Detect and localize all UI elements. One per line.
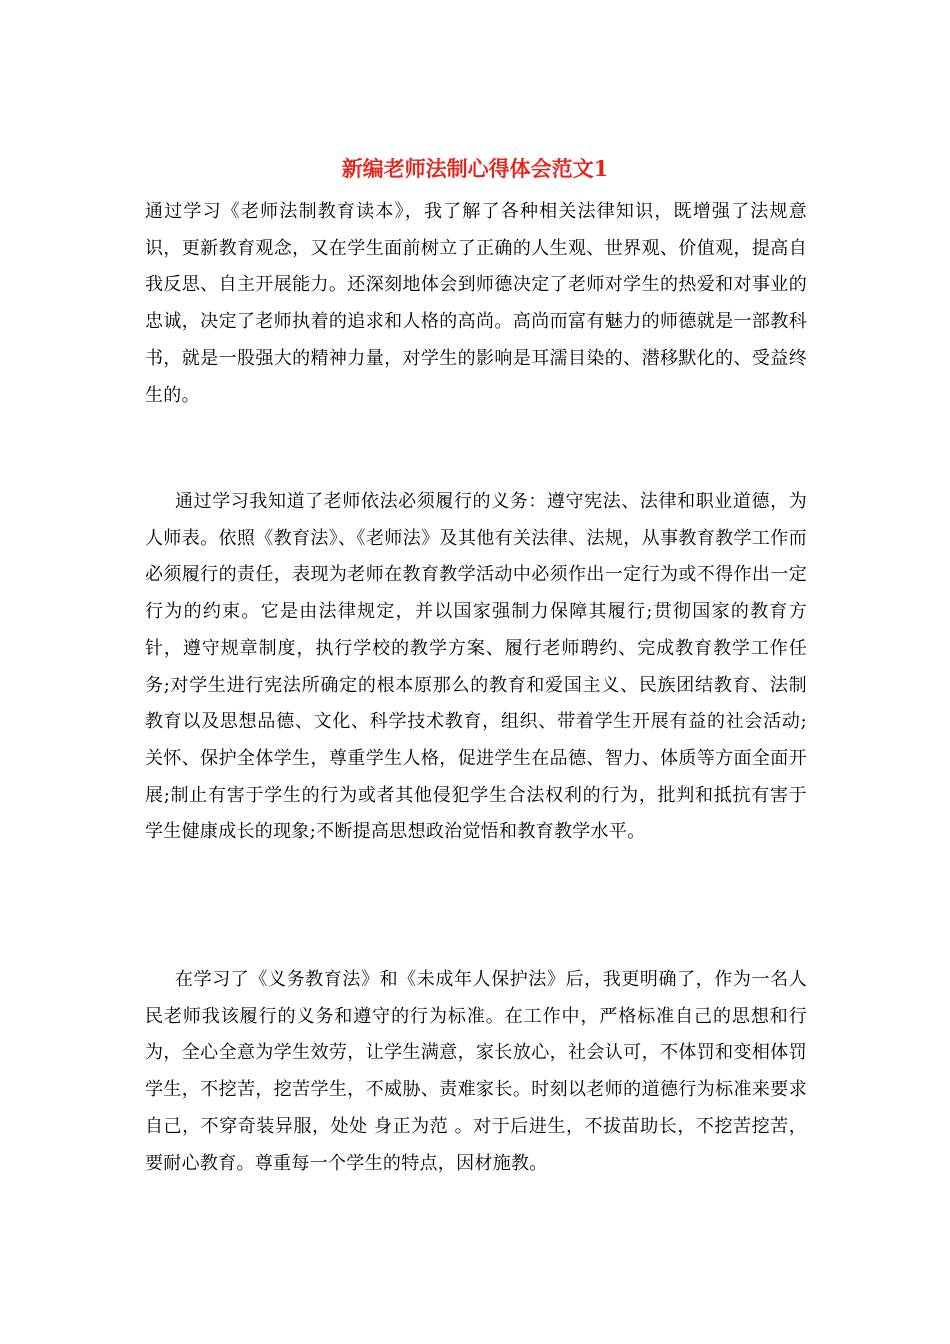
paragraph-2: 通过学习我知道了老师依法必须履行的义务：遵守宪法、法律和职业道德，为人师表。依照《教育法》、《老师法》及其他有关法律、法规，从事教育教学工作而必须履行的责任，表现为老师在教育教学活动中必须作出一定行为或不得作出一定行为的约束。它是由法律规定，并以国家强制力保障其履行;贯彻国家的教育方针，遵守规章制度，执行学校的教学方案、履行老师聘约、完成教育教学工作任务;对学生进行宪法所确定的根本原那么的教育和爱国主义、民族团结教育、法制教育以及思想品德、文化、科学技术教育，组织、带着学生开展有益的社会活动;关怀、保护全体学生，尊重学生人格，促进学生在品德、智力、体质等方面全面开展;制止有害于学生的行为或者其他侵犯学生合法权利的行为，批判和抵抗有害于学生健康成长的现象;不断提高思想政治觉悟和教育教学水平。 [145, 491, 807, 843]
paragraph-1: 通过学习《老师法制教育读本》，我了解了各种相关法律知识，既增强了法规意识，更新教育观念，又在学生面前树立了正确的人生观、世界观、价值观，提高自我反思、自主开展能力。还深刻地体会到师德决定了老师对学生的热爱和对事业的忠诚，决定了老师执着的追求和人格的高尚。高尚而富有魅力的师德就是一部教科书，就是一股强大的精神力量，对学生的影响是耳濡目染的、潜移默化的、受益终生的。 [145, 201, 807, 406]
paragraph-3: 在学习了《义务教育法》和《未成年人保护法》后，我更明确了，作为一名人民老师我该履行的义务和遵守的行为标准。在工作中，严格标准自己的思想和行为，全心全意为学生效劳，让学生满意，家长放心，社会认可，不体罚和变相体罚学生，不挖苦，挖苦学生，不威胁、责难家长。时刻以老师的道德行为标准来要求自己，不穿奇装异服，处处 身正为范 。对于后进生，不拔苗助长，不挖苦挖苦，要耐心教育。尊重每一个学生的特点，因材施教。 [145, 969, 807, 1174]
document-title: 新编老师法制心得体会范文1 [341, 156, 609, 181]
